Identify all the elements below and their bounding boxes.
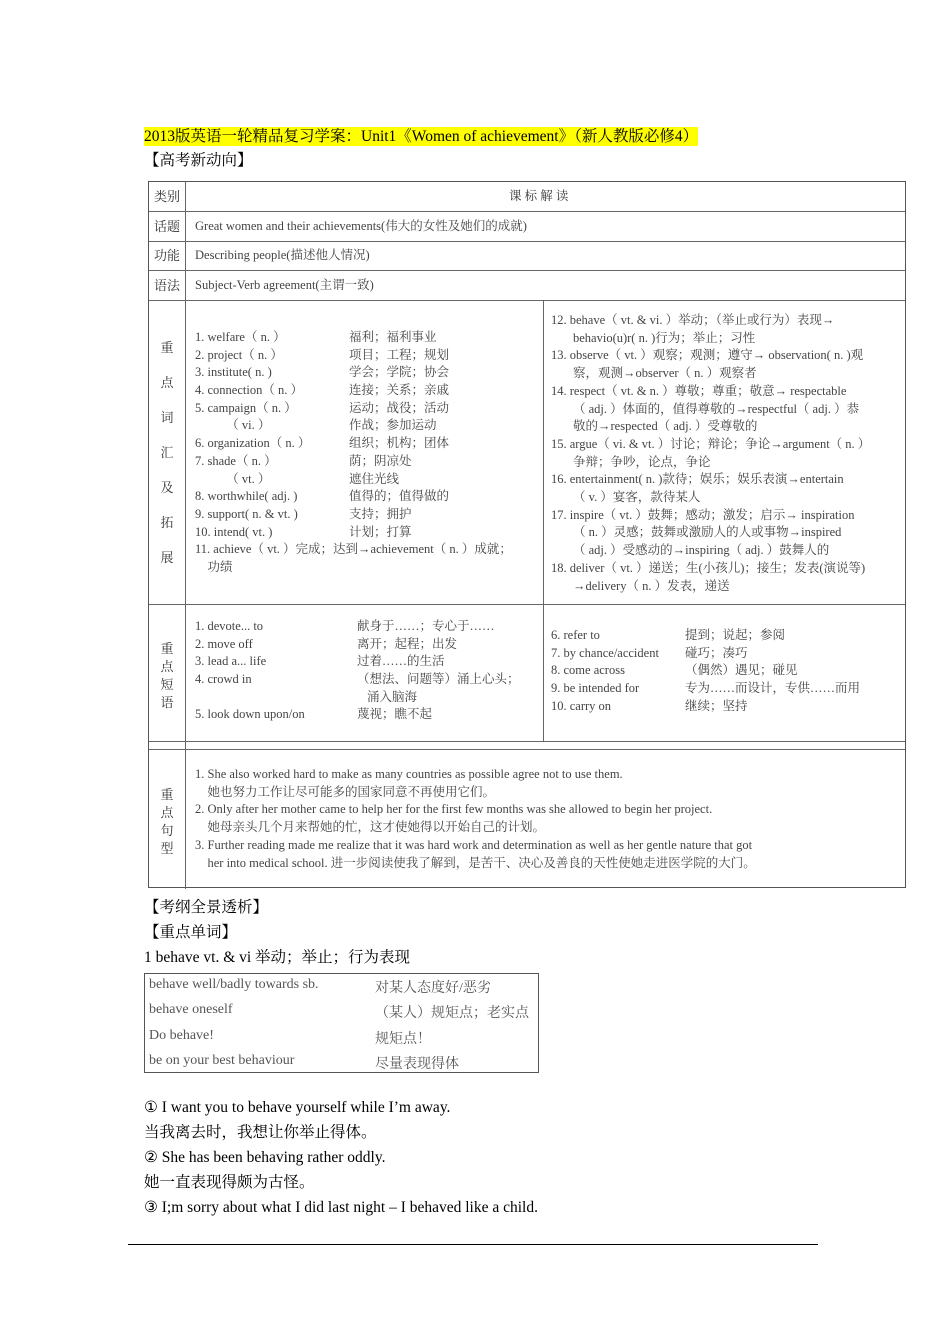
category-char: 语 <box>160 695 174 710</box>
sentence-line: her into medical school. 进一步阅读使我了解到，是苦干、决心及善良的天性使她走进医学院的大门。 <box>195 855 756 870</box>
vocab-line: →delivery（ n. ）发表，递送 <box>573 578 730 593</box>
phrase-item: 2. move off 离开；起程；出发 <box>195 636 458 651</box>
usage-row: be on your best behaviour 尽量表现得体 <box>149 1053 459 1072</box>
row-content: Subject-Verb agreement(主谓一致) <box>195 278 374 292</box>
category-char: 汇 <box>160 445 174 460</box>
table-rule <box>149 604 905 605</box>
vocab-line: 18. deliver（ vt. ）递送；生(小孩儿)；接生；发表(演说等) <box>551 560 866 575</box>
phrase-item: 1. devote... to 献身于……；专心于…… <box>195 619 495 633</box>
vocab-line: （ adj. ）体面的，值得尊敬的→respectful（ adj. ）恭 <box>573 401 860 416</box>
example-sentence: ② She has been behaving rather oddly. <box>144 1149 386 1166</box>
row-category: 话题 <box>153 219 180 234</box>
footer-rule <box>128 1244 818 1245</box>
example-translation: 当我离去时，我想让你举止得体。 <box>144 1124 377 1141</box>
vocab-line: behavio(u)r( n. )行为；举止；习性 <box>573 330 756 345</box>
vocab-left-list <box>195 329 535 577</box>
category-char: 句 <box>160 823 174 838</box>
vocab-item: （ vt. ） 遮住光线 <box>195 471 400 486</box>
phrase-category <box>149 638 185 710</box>
category-char: 展 <box>160 550 174 565</box>
sentence-list <box>195 766 901 872</box>
vocab-item: 5. campaign（ n. ） 运动；战役；活动 <box>195 400 450 415</box>
vocab-line: （ n. ）灵感；鼓舞或激励人的人或事物→inspired <box>573 525 842 540</box>
section-gaokao-trend: 【高考新动向】 <box>144 152 253 169</box>
vocab-line: （ adj. ）受感动的→inspiring（ adj. ）鼓舞人的 <box>573 543 830 558</box>
row-content: Describing people(描述他人情况) <box>195 248 370 262</box>
table-rule <box>149 270 905 271</box>
entry-behave: 1 behave vt. & vi 举动；举止；行为表现 <box>144 949 411 966</box>
category-char: 点 <box>160 805 174 820</box>
table-rule <box>149 749 905 750</box>
sentence-line: 3. Further reading made me realize that it was hard work and determination as well as her gentle nature that got <box>195 837 753 852</box>
vocab-item: 1. welfare（ n. ） 福利；福利事业 <box>195 330 437 344</box>
vocab-item: 功绩 <box>195 559 233 574</box>
phrase-item: 3. lead a... life 过着……的生活 <box>195 654 445 669</box>
phrase-item: 5. look down upon/on 蔑视；瞧不起 <box>195 707 433 722</box>
category-char: 点 <box>160 659 174 674</box>
behave-usage-table <box>144 973 539 1073</box>
category-char: 短 <box>160 677 174 692</box>
category-char: 重 <box>160 787 174 802</box>
category-char: 词 <box>160 410 174 425</box>
vocab-item: 3. institute( n. ) 学会；学院；协会 <box>195 365 450 380</box>
usage-row: behave oneself （某人）规矩点；老实点 <box>149 1002 529 1021</box>
vocab-line: 17. inspire（ vt. ）鼓舞；感动；激发；启示→ inspiration <box>551 507 855 522</box>
phrase-item: 7. by chance/accident 碰巧；凑巧 <box>551 645 748 660</box>
phrase-item: 涌入脑海 <box>367 689 418 704</box>
vocab-item: 10. intend( vt. ) 计划；打算 <box>195 524 412 539</box>
vocab-line: 争辩；争吵，论点，争论 <box>573 454 711 469</box>
phrase-item: 8. come across （偶然）遇见；碰见 <box>551 663 798 678</box>
example-sentence: ① I want you to behave yourself while I’m away. <box>144 1099 451 1116</box>
vocab-line: 13. observe（ vt. ）观察；观测；遵守→ observation( n. )观 <box>551 348 864 363</box>
vocab-item: 11. achieve（ vt. ）完成；达到→achievement（ n. ）成就； <box>195 542 512 557</box>
sentence-line: 2. Only after her mother came to help her for the first few months was she allowed to begin her project. <box>195 802 713 817</box>
vocab-line: 察，观测→observer（ n. ）观察者 <box>573 366 757 381</box>
table-rule <box>149 241 905 242</box>
vocab-category <box>149 337 185 582</box>
vocab-line: 14. respect（ vt. & n. ）尊敬；尊重；敬意→ respectable <box>551 383 847 398</box>
sentence-line: 1. She also worked hard to make as many countries as possible agree not to use them. <box>195 767 623 781</box>
table-rule <box>149 300 905 301</box>
vocab-line: 15. argue（ vi. & vt. ）讨论；辩论；争论→argument（ n. ） <box>551 436 871 451</box>
vocab-item: 9. support( n. & vt. ) 支持；拥护 <box>195 506 412 521</box>
vocab-line: 16. entertainment( n. )款待；娱乐；娱乐表演→entertain <box>551 472 844 487</box>
category-char: 重 <box>160 641 174 656</box>
phrase-item: 4. crowd in （想法、问题等）涌上心头； <box>195 672 520 687</box>
vocab-item: 2. project（ n. ） 项目；工程；规划 <box>195 347 450 362</box>
sentence-category <box>149 784 185 856</box>
vocab-line: 12. behave（ vt. & vi. ）举动；（举止或行为）表现→ <box>551 313 835 327</box>
vocab-line: （ v. ）宴客，款待某人 <box>573 490 701 505</box>
category-char: 点 <box>160 375 174 390</box>
vocab-item: 4. connection（ n. ） 连接；关系；亲戚 <box>195 383 450 398</box>
section-syllabus: 【考纲全景透析】 <box>144 899 269 916</box>
vocab-line: 敬的→respected（ adj. ）受尊敬的 <box>573 419 758 434</box>
document-title: 2013版英语一轮精品复习学案：Unit1《Women of achievement》（新人教版必修4） <box>144 128 699 145</box>
vocab-item: 6. organization（ n. ） 组织；机构；团体 <box>195 436 450 451</box>
category-char: 及 <box>160 480 174 495</box>
category-char: 重 <box>160 340 174 355</box>
category-char: 拓 <box>160 515 174 530</box>
vocab-right-list <box>551 312 901 595</box>
phrase-right-list <box>551 627 901 715</box>
phrase-item: 6. refer to 提到；说起；参阅 <box>551 628 786 642</box>
phrase-item: 9. be intended for 专为……而设计，专供……而用 <box>551 681 861 696</box>
header-category: 类别 <box>153 189 180 204</box>
table-rule <box>149 741 905 742</box>
example-sentence: ③ I;m sorry about what I did last night – I behaved like a child. <box>144 1199 538 1216</box>
row-category: 语法 <box>153 278 180 293</box>
row-category: 功能 <box>153 248 180 263</box>
phrase-item: 10. carry on 继续；坚持 <box>551 698 748 713</box>
category-char: 型 <box>160 841 174 856</box>
vocab-item: （ vi. ） 作战；参加运动 <box>195 418 437 433</box>
table-rule <box>185 182 186 889</box>
phrase-left-list <box>195 618 540 724</box>
example-translation: 她一直表现得颇为古怪。 <box>144 1174 315 1191</box>
curriculum-table <box>148 181 906 888</box>
vocab-item: 8. worthwhile( adj. ) 值得的；值得做的 <box>195 489 450 504</box>
sentence-line: 她母亲头几个月来帮她的忙，这才使她得以开始自己的计划。 <box>195 820 546 835</box>
section-key-words: 【重点单词】 <box>144 924 238 941</box>
usage-row: Do behave! 规矩点！ <box>149 1028 431 1047</box>
usage-row: behave well/badly towards sb. 对某人态度好/恶劣 <box>149 977 491 996</box>
table-rule <box>149 211 905 212</box>
header-interpretation: 课 标 解 读 <box>509 189 569 203</box>
table-rule <box>543 300 544 741</box>
sentence-line: 她也努力工作让尽可能多的国家同意不再使用它们。 <box>195 784 496 799</box>
row-content: Great women and their achievements(伟大的女性及她们的成就) <box>195 219 527 233</box>
vocab-item: 7. shade（ n. ） 荫；阴凉处 <box>195 453 412 468</box>
